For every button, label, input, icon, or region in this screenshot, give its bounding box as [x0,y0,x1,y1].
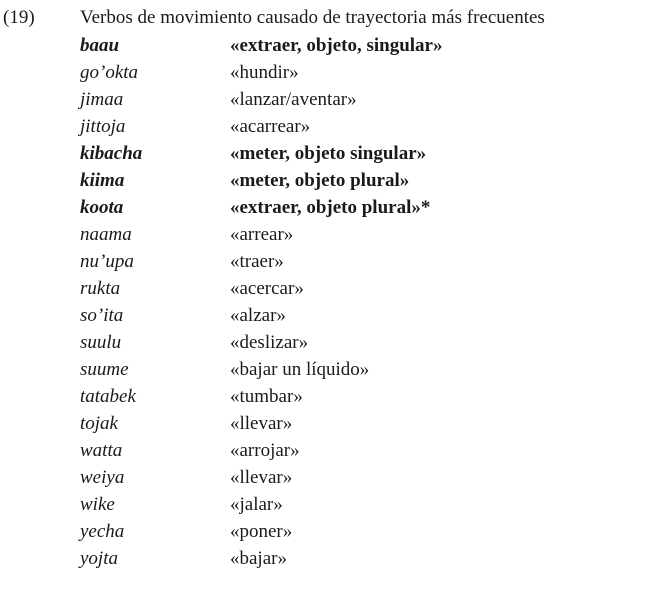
verb-term: so’ita [80,305,124,326]
verb-term: naama [80,224,132,245]
verb-row [0,197,650,224]
verb-list [0,35,650,575]
verb-row [0,224,650,251]
verb-row [0,251,650,278]
verb-row [0,332,650,359]
example-title: Verbos de movimiento causado de trayectoria más frecuentes [80,7,545,28]
verb-row [0,278,650,305]
verb-term: jittoja [80,116,126,137]
verb-term: yojta [80,548,118,569]
verb-gloss: «bajar un líquido» [230,359,370,380]
verb-row [0,170,650,197]
verb-term: tojak [80,413,118,434]
verb-term: koota [80,197,124,218]
verb-term: yecha [80,521,125,542]
verb-gloss: «hundir» [230,62,299,83]
verb-gloss: «poner» [230,521,293,542]
verb-row [0,35,650,62]
verb-gloss: «llevar» [230,467,293,488]
verb-gloss: «arrear» [230,224,294,245]
verb-gloss: «acarrear» [230,116,311,137]
verb-row [0,305,650,332]
verb-row [0,89,650,116]
verb-term: kiima [80,170,125,191]
verb-term: wike [80,494,115,515]
verb-term: kibacha [80,143,143,164]
verb-gloss: «lanzar/aventar» [230,89,357,110]
verb-gloss: «traer» [230,251,284,272]
verb-term: suulu [80,332,122,353]
verb-row [0,521,650,548]
verb-row [0,386,650,413]
verb-term: nu’upa [80,251,134,272]
verb-gloss: «acercar» [230,278,304,299]
verb-gloss: «llevar» [230,413,293,434]
verb-gloss: «extraer, objeto, singular» [230,35,443,56]
verb-term: jimaa [80,89,124,110]
verb-row [0,440,650,467]
verb-term: baau [80,35,120,56]
verb-term: rukta [80,278,121,299]
verb-gloss: «arrojar» [230,440,300,461]
verb-gloss: «alzar» [230,305,286,326]
verb-gloss: «meter, objeto plural» [230,170,410,191]
example-number: (19) [3,7,35,28]
verb-row [0,359,650,386]
verb-term: watta [80,440,123,461]
verb-term: tatabek [80,386,136,407]
verb-row [0,413,650,440]
verb-row [0,494,650,521]
verb-term: weiya [80,467,125,488]
verb-gloss: «bajar» [230,548,287,569]
verb-row [0,62,650,89]
verb-gloss: «deslizar» [230,332,309,353]
verb-row [0,143,650,170]
verb-term: go’okta [80,62,139,83]
verb-term: suume [80,359,129,380]
verb-gloss: «meter, objeto singular» [230,143,427,164]
verb-row [0,548,650,575]
verb-gloss: «tumbar» [230,386,303,407]
verb-gloss: «extraer, objeto plural»* [230,197,431,218]
verb-row [0,467,650,494]
verb-row [0,116,650,143]
verb-gloss: «jalar» [230,494,283,515]
